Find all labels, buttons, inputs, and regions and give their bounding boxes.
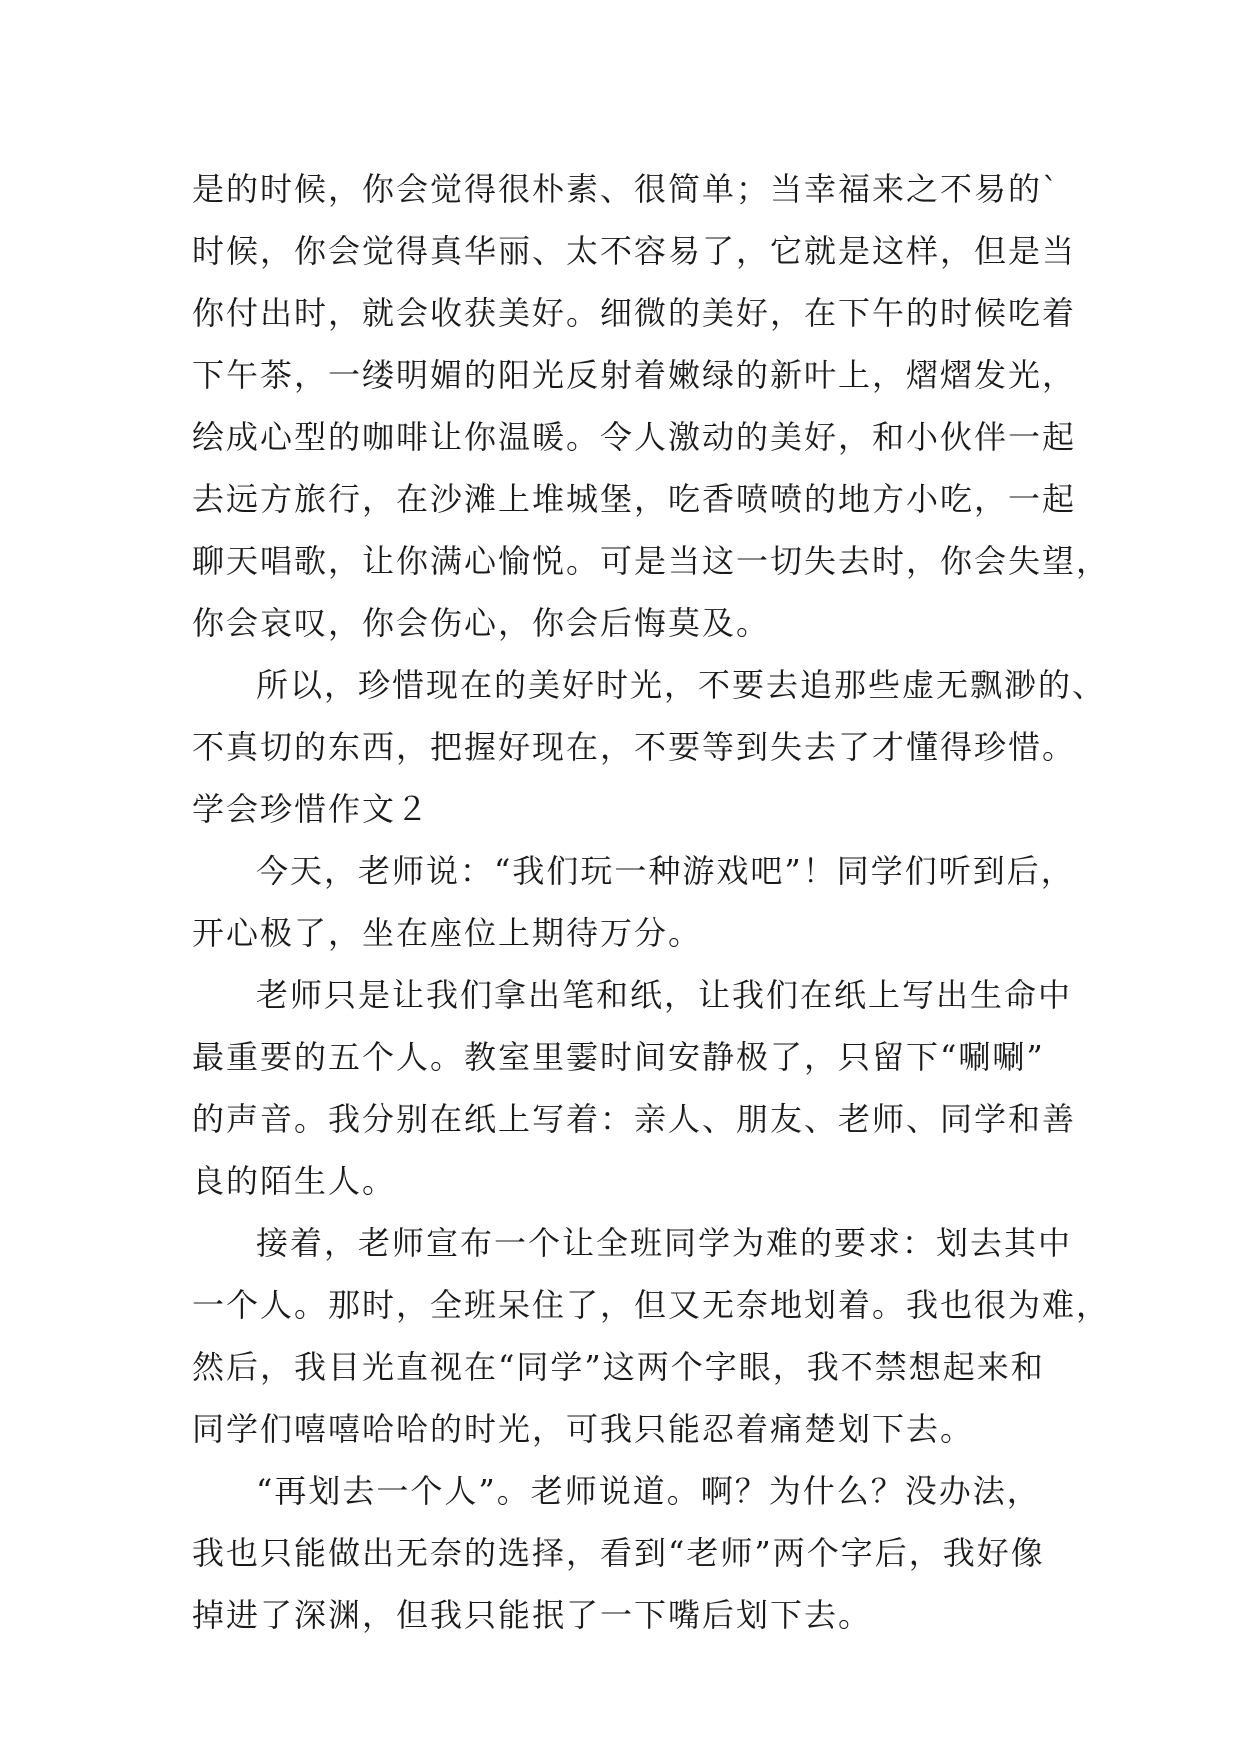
text-line: 下午茶，一缕明媚的阳光反射着嫩绿的新叶上，熠熠发光， [192, 356, 1077, 394]
text-line: 聊天唱歌，让你满心愉悦。可是当这一切失去时，你会失望， [192, 542, 1111, 580]
text-line: 同学们嘻嘻哈哈的时光，可我只能忍着痛楚划下去。 [192, 1410, 975, 1448]
text-line: 我也只能做出无奈的选择，看到“老师”两个字后，我好像 [192, 1534, 1045, 1572]
text-line: 最重要的五个人。教室里霎时间安静极了，只留下“唰唰” [192, 1038, 1045, 1076]
text-line: 一个人。那时，全班呆住了，但又无奈地划着。我也很为难， [192, 1286, 1111, 1324]
text-line: 开心极了，坐在座位上期待万分。 [192, 914, 703, 952]
text-line: 你会哀叹，你会伤心，你会后悔莫及。 [192, 604, 771, 642]
text-line: 去远方旅行，在沙滩上堆城堡，吃香喷喷的地方小吃，一起 [192, 480, 1077, 518]
paragraph-first-line: 今天，老师说：“我们玩一种游戏吧”！同学们听到后， [256, 852, 1075, 890]
text-line: 的声音。我分别在纸上写着：亲人、朋友、老师、同学和善 [192, 1100, 1077, 1138]
paragraph-first-line: 接着，老师宣布一个让全班同学为难的要求：划去其中 [256, 1224, 1073, 1262]
paragraph-first-line: “再划去一个人”。老师说道。啊？为什么？没办法， [256, 1472, 1041, 1510]
text-line: 掉进了深渊，但我只能抿了一下嘴后划下去。 [192, 1596, 873, 1634]
paragraph-first-line: 所以，珍惜现在的美好时光，不要去追那些虚无飘渺的、 [256, 666, 1107, 704]
text-line: 时候，你会觉得真华丽、太不容易了，它就是这样，但是当 [192, 232, 1077, 270]
text-line: 良的陌生人。 [192, 1162, 397, 1200]
text-line: 不真切的东西，把握好现在，不要等到失去了才懂得珍惜。 [192, 728, 1077, 766]
paragraph-first-line: 老师只是让我们拿出笔和纸，让我们在纸上写出生命中 [256, 976, 1073, 1014]
text-line: 绘成心型的咖啡让你温暖。令人激动的美好，和小伙伴一起 [192, 418, 1077, 456]
text-line: 是的时候，你会觉得很朴素、很简单；当幸福来之不易的` [192, 170, 1061, 208]
document-body [192, 158, 1111, 1646]
text-line: 然后，我目光直视在“同学”这两个字眼，我不禁想起来和 [192, 1348, 1045, 1386]
section-heading: 学会珍惜作文２ [192, 790, 431, 828]
text-line: 你付出时，就会收获美好。细微的美好，在下午的时候吃着 [192, 294, 1077, 332]
